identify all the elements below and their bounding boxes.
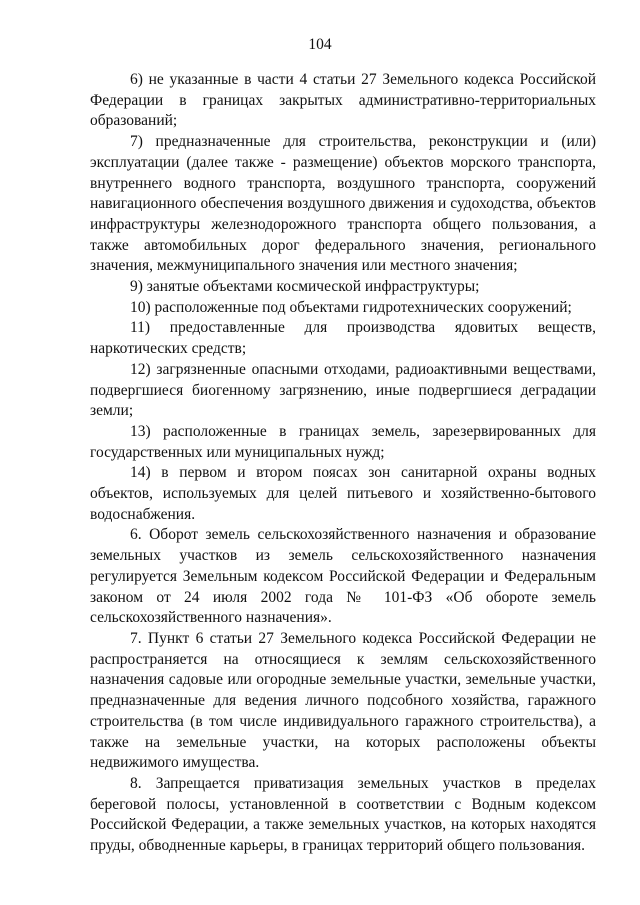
- paragraph-item-10: 10) расположенные под объектами гидротехнических сооружений;: [130, 298, 572, 316]
- paragraph-item-6: 6) не указанные в части 4 статьи 27 Земельного кодекса Российской Федерации в границах закрытых административно-территориальных образований;: [90, 71, 596, 130]
- paragraph-item-14: 14) в первом и втором поясах зон санитарной охраны водных объектов, используемых для целей питьевого и хозяйственно-бытового водоснабжения.: [90, 464, 596, 523]
- paragraph-item-11: 11) предоставленные для производства ядовитых веществ, наркотических средств;: [90, 319, 596, 358]
- paragraph-clause-8: 8. Запрещается приватизация земельных участков в пределах береговой полосы, установленной в соответствии с Водным кодексом Российской Федерации, а также земельных участков, на которых находятся пруды, обводненные карьеры, в границах территорий общего пользования.: [90, 774, 596, 855]
- paragraph-clause-7: 7. Пункт 6 статьи 27 Земельного кодекса Российской Федерации не распространяется на относящиеся к землям сельскохозяйственного назначения садовые или огородные земельные участки, земельные участки, предназначенные для ведения личного подсобного хозяйства, гаражного строительства (в том числе индивидуального гаражного строительства), а также на земельные участки, на которых расположены объекты недвижимого имущества.: [90, 629, 596, 772]
- paragraph-item-9: 9) занятые объектами космической инфраструктуры;: [130, 278, 480, 296]
- page-number: 104: [308, 36, 332, 53]
- paragraph-item-13: 13) расположенные в границах земель, зарезервированных для государственных или муниципальных нужд;: [90, 422, 596, 461]
- paragraph-clause-6: 6. Оборот земель сельскохозяйственного назначения и образование земельных участков из земель сельскохозяйственного назначения регулируется Земельным кодексом Российской Федерации и Федеральным законом от 24 июля 2002 года № 101-ФЗ «Об обороте земель сельскохозяйственного назначения».: [90, 526, 596, 627]
- document-body: [90, 70, 596, 857]
- paragraph-item-7: 7) предназначенные для строительства, реконструкции и (или) эксплуатации (далее также - размещение) объектов морского транспорта, внутреннего водного транспорта, воздушного транспорта, сооружений навигационного обеспечения воздушного движения и судоходства, объектов инфраструктуры железнодорожного транспорта общего пользования, а также автомобильных дорог федерального значения, регионального значения, межмуниципального значения или местного значения;: [90, 133, 596, 275]
- paragraph-item-12: 12) загрязненные опасными отходами, радиоактивными веществами, подвергшиеся биогенному загрязнению, иные подвергшиеся деградации земли;: [90, 360, 596, 420]
